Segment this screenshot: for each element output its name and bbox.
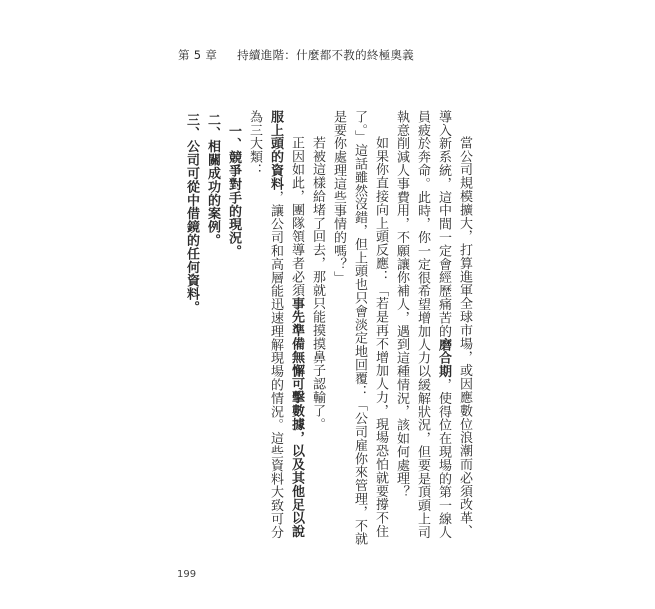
- list-item-1: 一、競爭對手的現況。: [226, 124, 241, 258]
- bold-term-data: 事先準備無懈可擊數據，以及其他足以說服上頭的: [268, 110, 304, 539]
- bold-term-materials: 資料: [268, 163, 283, 191]
- paragraph-1: [391, 110, 475, 550]
- paragraph-4-line-2b: ，讓公司和高層能迅速理解現場的情況。這些資料大致可分為三大類：: [247, 110, 283, 539]
- paragraph-3-line-1: 若被這樣給堵了回去，那就只能摸摸鼻子認輸了。: [310, 136, 325, 431]
- paragraph-1-line-4: 讓你補人，遇到這種情況，該如何處理？: [394, 257, 409, 499]
- list-item-3: 三、公司可從中借鏡的任何資料。: [184, 113, 199, 314]
- bold-term-moheqi: 磨合期: [436, 337, 451, 379]
- paragraph-2-line-3: 事情的嗎？」: [331, 203, 346, 285]
- paragraph-1-line-2b: ，使得位在現場的第一線人員疲於奔命。此: [415, 110, 451, 539]
- paragraph-1-line-1: 當公司規模擴大，打算進軍全球市場，或因應數位浪潮而必須改革、導入新: [436, 110, 472, 538]
- paragraph-3: [307, 110, 328, 550]
- vertical-body-text: [181, 110, 475, 550]
- chapter-label: 第 5 章: [178, 48, 218, 62]
- paragraph-4: [244, 110, 307, 550]
- paragraph-2-line-2: 話雖然沒錯，但上頭也只會淡定地回覆：「公司雇你來管理，不就是要你處理這些: [331, 110, 367, 546]
- paragraph-4-line-1a: 正因如此，團隊領導者必須: [289, 136, 304, 297]
- paragraph-2-line-1: 如果你直接向上頭反應：「若是再不增加人力，現場恐怕就要撐不住了。」這: [352, 110, 388, 538]
- chapter-title: 持續進階：什麼都不教的終極奧義: [237, 48, 415, 62]
- paragraph-1-line-2a: 系統，這中間一定會經歷痛苦的: [436, 150, 451, 338]
- page-number: 199: [177, 569, 197, 580]
- running-header: [178, 47, 414, 63]
- paragraph-1-line-3: 時，你一定很希望增加人力以緩解狀況，但要是頂頭上司執意削減人事費用，不願: [394, 110, 430, 539]
- list-item-2: 二、相關成功的案例。: [205, 113, 220, 247]
- paragraph-2: [328, 110, 391, 550]
